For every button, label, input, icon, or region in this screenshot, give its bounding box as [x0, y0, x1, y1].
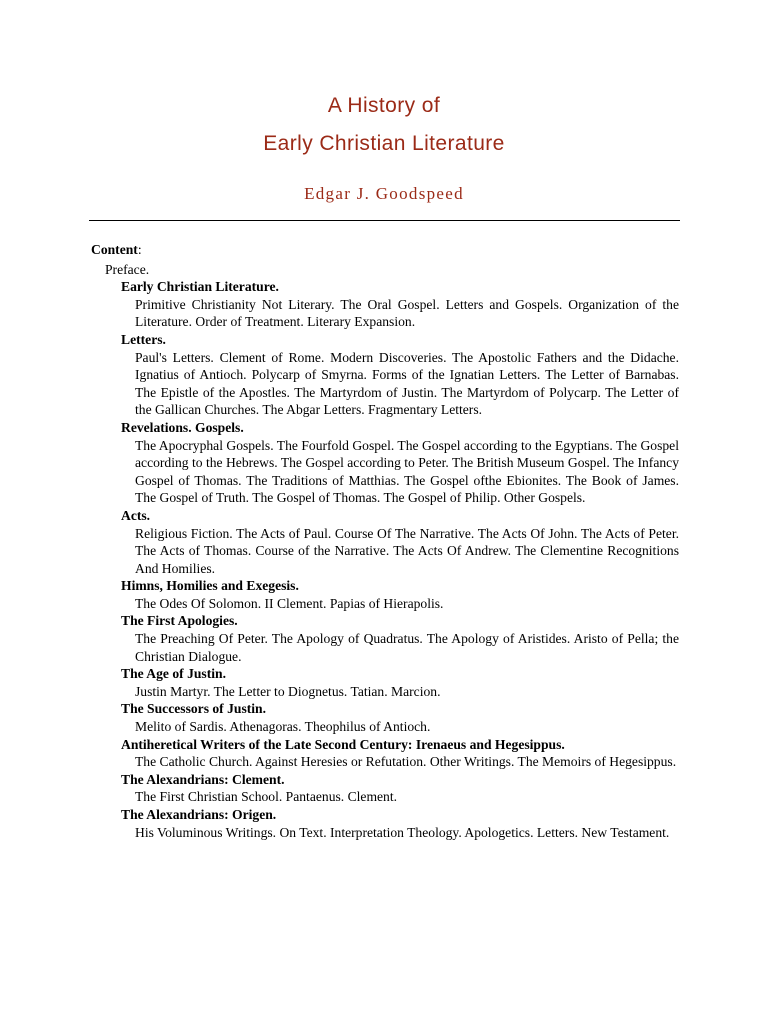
toc-section-body: Primitive Christianity Not Literary. The Oral Gospel. Letters and Gospels. Organization of the Literature. Order of Treatment. Literary Expansion. — [135, 296, 679, 330]
toc-section — [121, 771, 679, 806]
toc-section-title: Antiheretical Writers of the Late Second Century: Irenaeus and Hegesippus. — [121, 736, 565, 752]
toc-section-body: The Apocryphal Gospels. The Fourfold Gospel. The Gospel according to the Egyptians. The Gospel according to the Hebrews. The Gospel according to Peter. The British Museum Gospel. The Infancy Gospel of Thomas. The Traditions of Matthias. The Gospel ofthe Ebionites. The Book of James. The Gospel of Truth. The Gospel of Thomas. The Gospel of Philip. Other Gospels. — [135, 437, 679, 506]
toc-section-title: The Age of Justin. — [121, 666, 226, 682]
toc-section-body: The Preaching Of Peter. The Apology of Quadratus. The Apology of Aristides. Aristo of Pella; the Christian Dialogue. — [135, 631, 679, 664]
toc-section — [121, 577, 679, 612]
toc-section-body: The Odes Of Solomon. II Clement. Papias of Hierapolis. — [135, 595, 444, 611]
title-line-2: Early Christian Literature — [263, 132, 505, 155]
toc-section — [121, 736, 679, 771]
toc-heading: Content — [91, 242, 138, 257]
toc-section-body: Justin Martyr. The Letter to Diognetus. Tatian. Marcion. — [135, 683, 441, 699]
toc-section-title: Himns, Homilies and Exegesis. — [121, 578, 299, 594]
toc-section-title: Acts. — [121, 507, 151, 523]
table-of-contents — [91, 241, 679, 841]
toc-section-title: Letters. — [121, 331, 166, 347]
toc-section-body: Melito of Sardis. Athenagoras. Theophilus of Antioch. — [135, 719, 431, 735]
toc-section-title: The Successors of Justin. — [121, 701, 267, 717]
horizontal-rule — [89, 220, 680, 221]
title-line-1: A History of — [327, 94, 441, 117]
toc-section-title: The Alexandrians: Origen. — [121, 807, 277, 822]
toc-section-title: Revelations. Gospels. — [121, 419, 244, 435]
toc-section-title: The Alexandrians: Clement. — [121, 771, 285, 787]
toc-section — [121, 507, 679, 577]
toc-section-title: Early Christian Literature. — [121, 279, 279, 295]
toc-section-title: The First Apologies. — [121, 613, 238, 629]
toc-preface: Preface. — [105, 261, 150, 277]
toc-section — [121, 419, 679, 507]
toc-section — [121, 331, 679, 419]
author-name: Edgar J. Goodspeed — [304, 184, 464, 203]
toc-section — [121, 806, 679, 841]
toc-heading-colon: : — [137, 242, 142, 257]
toc-section-body: The Catholic Church. Against Heresies or Refutation. Other Writings. The Memoirs of Hegesippus. — [135, 754, 677, 770]
toc-section — [121, 665, 679, 700]
toc-section-body: Paul's Letters. Clement of Rome. Modern Discoveries. The Apostolic Fathers and the Didache. Ignatius of Antioch. Polycarp of Smyrna. Forms of the Ignatian Letters. The Letter of Barnabas. The Epistle of the Apostles. The Martyrdom of Justin. The Martyrdom of Polycarp. The Letter of the Gallican Churches. The Abgar Letters. Fragmentary Letters. — [135, 349, 679, 418]
toc-section — [121, 700, 679, 735]
toc-section-body: His Voluminous Writings. On Text. Interpretation Theology. Apologetics. Letters. New Testament. — [135, 824, 670, 840]
toc-section — [121, 278, 679, 331]
toc-heading-line — [91, 241, 679, 259]
toc-section-body: Religious Fiction. The Acts of Paul. Course Of The Narrative. The Acts Of John. The Acts of Peter. The Acts of Thomas. Course of the Narrative. The Acts Of Andrew. The Clementine Recognitions And Homilies. — [135, 525, 679, 576]
toc-section-body: The First Christian School. Pantaenus. Clement. — [135, 789, 398, 805]
toc-section — [121, 612, 679, 665]
